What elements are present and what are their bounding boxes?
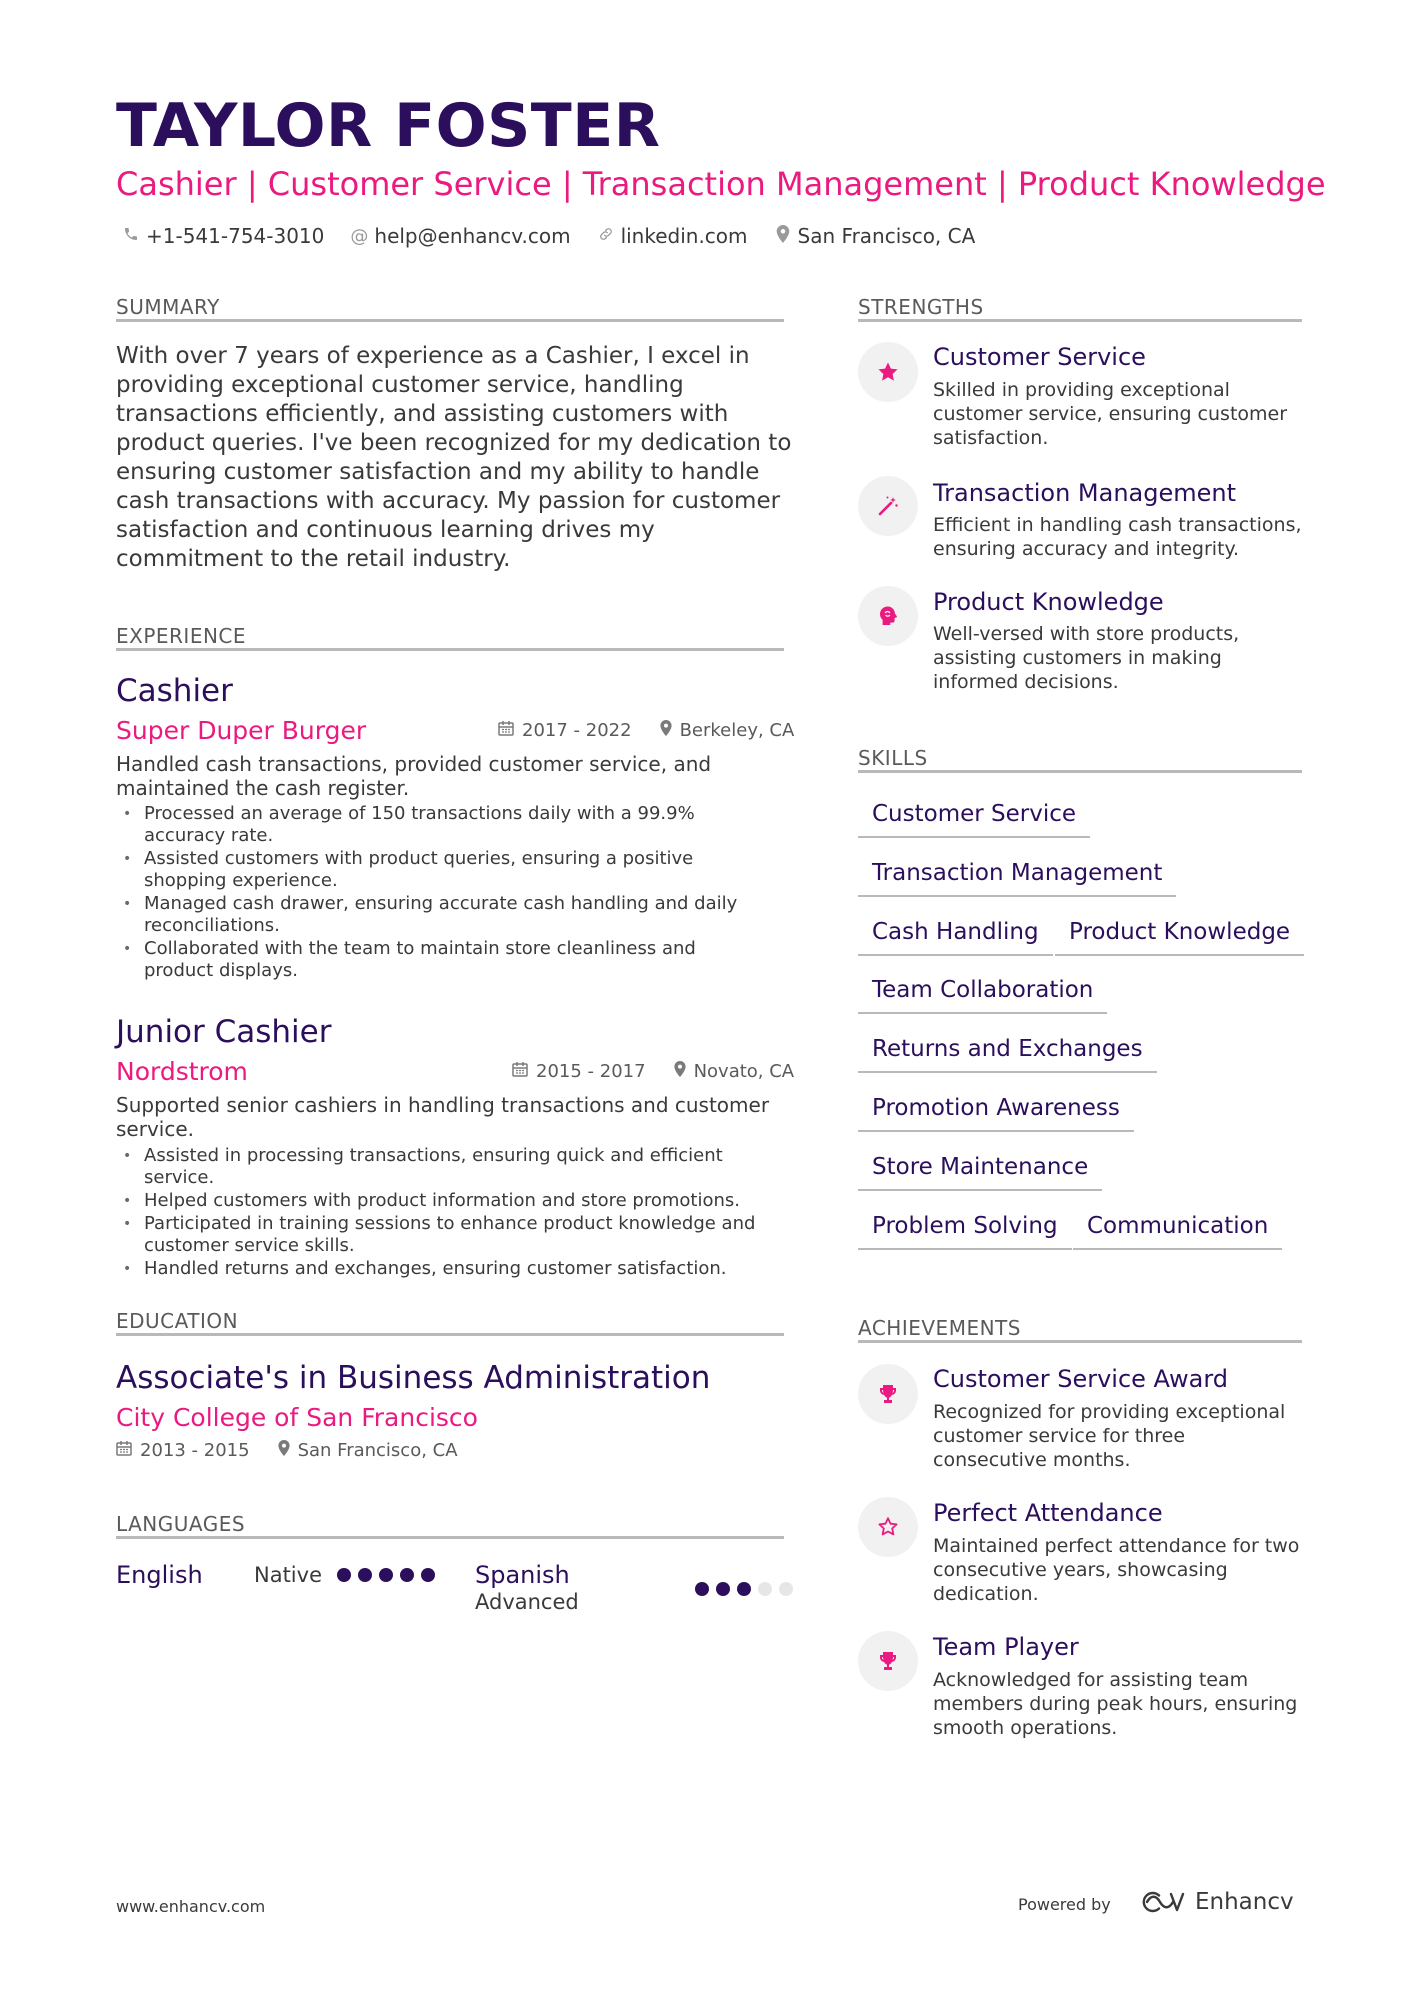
experience-heading: EXPERIENCE [116, 624, 247, 648]
job-location-text: Novato, CA [693, 1061, 795, 1082]
calendar-icon [512, 1061, 528, 1082]
contact-linkedin[interactable] [597, 224, 748, 248]
skill-tag: Promotion Awareness [858, 1097, 1134, 1132]
achievements-rule [858, 1340, 1302, 1343]
job-title: Cashier [116, 673, 233, 709]
skill-tag: Communication [1073, 1215, 1282, 1250]
job-dates [512, 1061, 646, 1082]
language-name: English [116, 1561, 203, 1589]
job-description: Supported senior cashiers in handling transactions and customer service. [116, 1093, 770, 1141]
location-icon [278, 1440, 290, 1461]
job-bullet: • Handled returns and exchanges, ensuring customer satisfaction. [116, 1258, 756, 1280]
achievement-text: Maintained perfect attendance for two consecutive years, showcasing dedication. [933, 1535, 1300, 1605]
achievement-title: Customer Service Award [933, 1365, 1228, 1393]
location-icon [674, 1061, 686, 1082]
phone-icon [122, 226, 140, 247]
experience-rule [116, 648, 784, 651]
summary-text: With over 7 years of experience as a Cashier, I excel in providing exceptional customer service, handling transactions efficiently, and assisting customers with product queries. I've been recognized for my dedication to ensuring customer satisfaction and my ability to handle cash transactions with accuracy. My passion for customer satisfaction and continuous learning drives my commitment to the retail industry. [116, 343, 792, 572]
achievement-icon-wrap [858, 1631, 918, 1691]
education-meta [116, 1440, 458, 1461]
job-bullet: • Processed an average of 150 transactions daily with a 99.9% accuracy rate. [116, 803, 756, 847]
link-icon [597, 226, 615, 247]
achievements-heading: ACHIEVEMENTS [858, 1316, 1021, 1340]
job-location [674, 1061, 795, 1082]
rating-dot-filled [695, 1582, 709, 1596]
contact-email[interactable] [350, 224, 570, 248]
job-company: Super Duper Burger [116, 716, 367, 745]
rating-dot-filled [737, 1582, 751, 1596]
education-dates [116, 1440, 250, 1461]
brand-name: Enhancv [1195, 1889, 1294, 1915]
education-location [278, 1440, 458, 1461]
language-level: Native [254, 1563, 322, 1587]
skill-tag: Transaction Management [858, 862, 1176, 897]
education-school: City College of San Francisco [116, 1403, 478, 1432]
strength-icon-wrap [858, 342, 918, 402]
rating-dot-filled [358, 1568, 372, 1582]
headline: Cashier | Customer Service | Transaction Management | Product Knowledge [116, 165, 1326, 203]
contact-bar [122, 224, 975, 248]
education-heading: EDUCATION [116, 1309, 239, 1333]
language-level: Advanced [475, 1590, 579, 1614]
achievement-icon-wrap [858, 1497, 918, 1557]
skills-heading: SKILLS [858, 746, 928, 770]
achievement-icon-wrap [858, 1364, 918, 1424]
skill-tag: Returns and Exchanges [858, 1038, 1157, 1073]
contact-email-text: help@enhancv.com [374, 224, 571, 248]
skill-tag: Problem Solving [858, 1215, 1072, 1250]
job-bullet: • Helped customers with product information and store promotions. [116, 1190, 756, 1212]
skill-tag: Cash Handling [858, 921, 1053, 956]
candidate-name: TAYLOR FOSTER [116, 91, 661, 161]
language-rating [337, 1568, 435, 1582]
magic-wand-icon [876, 494, 900, 518]
star-icon [876, 360, 900, 384]
skill-tag: Team Collaboration [858, 979, 1107, 1014]
strengths-rule [858, 319, 1302, 322]
achievement-title: Team Player [933, 1633, 1079, 1661]
strength-icon-wrap [858, 586, 918, 646]
contact-phone[interactable] [122, 224, 324, 248]
job-location [660, 720, 795, 741]
achievement-text: Acknowledged for assisting team members during peak hours, ensuring smooth operations. [933, 1669, 1298, 1739]
location-icon [774, 225, 792, 248]
language-rating [695, 1582, 793, 1596]
job-bullet: • Participated in training sessions to enhance product knowledge and customer service skills. [116, 1213, 756, 1257]
rating-dot-filled [421, 1568, 435, 1582]
summary-rule [116, 319, 784, 322]
strength-title: Product Knowledge [933, 588, 1164, 616]
brand-logo[interactable] [1139, 1889, 1294, 1915]
at-icon: @ [350, 225, 369, 247]
job-dates-text: 2015 - 2017 [536, 1061, 646, 1082]
rating-dot-filled [400, 1568, 414, 1582]
strength-text: Skilled in providing exceptional customer service, ensuring customer satisfaction. [933, 379, 1288, 449]
achievement-text: Recognized for providing exceptional customer service for three consecutive months. [933, 1401, 1286, 1471]
job-bullet: • Assisted in processing transactions, ensuring quick and efficient service. [116, 1145, 756, 1189]
job-dates-text: 2017 - 2022 [522, 720, 632, 741]
job-bullets [116, 803, 756, 983]
summary-heading: SUMMARY [116, 295, 220, 319]
education-degree: Associate's in Business Administration [116, 1360, 711, 1396]
rating-dot-empty [758, 1582, 772, 1596]
trophy-icon [876, 1382, 900, 1406]
job-description: Handled cash transactions, provided customer service, and maintained the cash register. [116, 752, 712, 800]
star-outline-icon [876, 1515, 900, 1539]
education-location-text: San Francisco, CA [297, 1440, 458, 1461]
job-company: Nordstrom [116, 1057, 248, 1086]
rating-dot-filled [716, 1582, 730, 1596]
strength-title: Transaction Management [933, 479, 1237, 507]
job-bullet: • Assisted customers with product queries, ensuring a positive shopping experience. [116, 848, 756, 892]
strengths-heading: STRENGTHS [858, 295, 984, 319]
rating-dot-filled [337, 1568, 351, 1582]
brain-head-icon [876, 604, 900, 628]
contact-phone-text: +1-541-754-3010 [146, 224, 325, 248]
strength-icon-wrap [858, 476, 918, 536]
achievement-title: Perfect Attendance [933, 1499, 1163, 1527]
footer-url[interactable]: www.enhancv.com [116, 1897, 266, 1916]
languages-heading: LANGUAGES [116, 1512, 246, 1536]
contact-linkedin-text: linkedin.com [620, 224, 748, 248]
skills-rule [858, 770, 1302, 773]
rating-dot-filled [379, 1568, 393, 1582]
calendar-icon [116, 1440, 132, 1461]
skill-tag: Store Maintenance [858, 1156, 1102, 1191]
contact-location [774, 224, 976, 248]
language-name: Spanish [475, 1561, 570, 1589]
calendar-icon [498, 720, 514, 741]
trophy-icon [876, 1649, 900, 1673]
education-rule [116, 1333, 784, 1336]
rating-dot-empty [779, 1582, 793, 1596]
job-bullet: • Collaborated with the team to maintain store cleanliness and product displays. [116, 938, 756, 982]
location-icon [660, 720, 672, 741]
job-title: Junior Cashier [116, 1014, 332, 1050]
job-meta [498, 720, 794, 741]
skill-tag: Product Knowledge [1055, 921, 1304, 956]
strength-text: Well-versed with store products, assisting customers in making informed decisions. [933, 623, 1240, 693]
enhancv-logo-icon [1139, 1890, 1185, 1914]
education-dates-text: 2013 - 2015 [140, 1440, 250, 1461]
strength-text: Efficient in handling cash transactions, ensuring accuracy and integrity. [933, 514, 1302, 560]
skill-tag: Customer Service [858, 803, 1090, 838]
powered-by-label: Powered by [1018, 1895, 1111, 1914]
job-location-text: Berkeley, CA [679, 720, 795, 741]
contact-location-text: San Francisco, CA [797, 224, 976, 248]
job-bullet: • Managed cash drawer, ensuring accurate cash handling and daily reconciliations. [116, 893, 756, 937]
job-meta [512, 1061, 794, 1082]
job-dates [498, 720, 632, 741]
languages-rule [116, 1536, 784, 1539]
job-bullets [116, 1145, 756, 1281]
strength-title: Customer Service [933, 343, 1146, 371]
